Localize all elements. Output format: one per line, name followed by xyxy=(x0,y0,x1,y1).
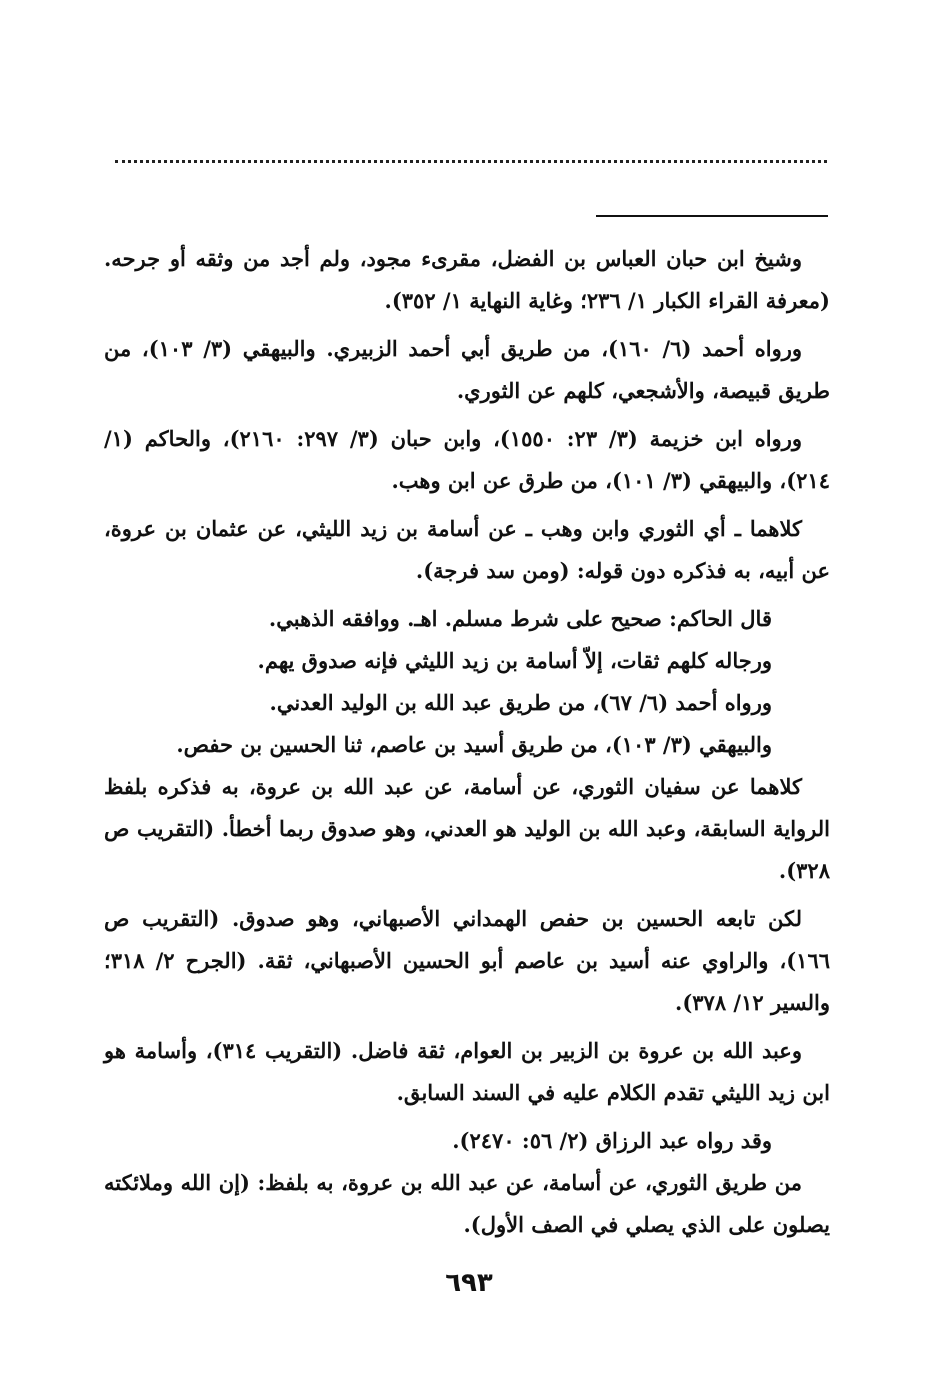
footnote-paragraph-2: ورواه أحمد (٦/ ١٦٠)، من طريق أبي أحمد الزبيري. والبيهقي (٣/ ١٠٣)، من طريق قبيصة، والأشجعي، كلهم عن الثوري. xyxy=(104,336,830,403)
footnote-paragraph-13: من طريق الثوري، عن أسامة، عن عبد الله بن عروة، به بلفظ: (إن الله وملائكته يصلون على الذي يصلي في الصف الأول). xyxy=(104,1170,830,1237)
footnote-paragraph-6: ورجاله كلهم ثقات، إلاّ أسامة بن زيد الليثي فإنه صدوق يهم. xyxy=(257,648,772,673)
footnote-paragraph-8: والبيهقي (٣/ ١٠٣)، من طريق أسيد بن عاصم، ثنا الحسين بن حفص. xyxy=(176,732,772,757)
footnote-paragraph-3: ورواه ابن خزيمة (٣/ ٢٣: ١٥٥٠)، وابن حبان (٣/ ٢٩٧: ٢١٦٠)، والحاكم (١/ ٢١٤)، والبيهقي (٣/ ١٠١)، من طرق عن ابن وهب. xyxy=(104,426,830,493)
footnote-rule xyxy=(596,215,828,217)
footnote-text-block xyxy=(104,238,830,1252)
footnote-paragraph-11: وعبد الله بن عروة بن الزبير بن العوام، ثقة فاضل. (التقريب ٣١٤)، وأسامة هو ابن زيد الليثي تقدم الكلام عليه في السند السابق. xyxy=(104,1038,830,1105)
footnote-paragraph-4: كلاهما ـ أي الثوري وابن وهب ـ عن أسامة بن زيد الليثي، عن عثمان بن عروة، عن أبيه، به فذكره دون قوله: (ومن سد فرجة). xyxy=(104,516,830,583)
footnote-paragraph-5: قال الحاكم: صحيح على شرط مسلم. اهـ. ووافقه الذهبي. xyxy=(268,606,772,631)
page-number: ٦٩٣ xyxy=(445,1268,493,1298)
footnote-paragraph-1: وشيخ ابن حبان العباس بن الفضل، مقرىء مجود، ولم أجد من وثقه أو جرحه. (معرفة القراء الكبار ١/ ٢٣٦؛ وغاية النهاية ١/ ٣٥٢). xyxy=(104,246,830,313)
footnote-paragraph-10: لكن تابعه الحسين بن حفص الهمداني الأصبهاني، وهو صدوق. (التقريب ص ١٦٦)، والراوي عنه أسيد بن عاصم أبو الحسين الأصبهاني، ثقة. (الجرح ٢/ ٣١٨؛ والسير ١٢/ ٣٧٨). xyxy=(104,906,831,1015)
footnote-paragraph-12: وقد رواه عبد الرزاق (٢/ ٥٦: ٢٤٧٠). xyxy=(452,1128,772,1153)
footnote-paragraph-9: كلاهما عن سفيان الثوري، عن أسامة، عن عبد الله بن عروة، به فذكره بلفظ الرواية السابقة، وعبد الله بن الوليد هو العدني، وهو صدوق ربما أخطأ. (التقريب ص ٣٢٨). xyxy=(104,774,830,883)
footnote-paragraph-7: ورواه أحمد (٦/ ٦٧)، من طريق عبد الله بن الوليد العدني. xyxy=(269,690,772,715)
dotted-separator xyxy=(115,160,827,163)
